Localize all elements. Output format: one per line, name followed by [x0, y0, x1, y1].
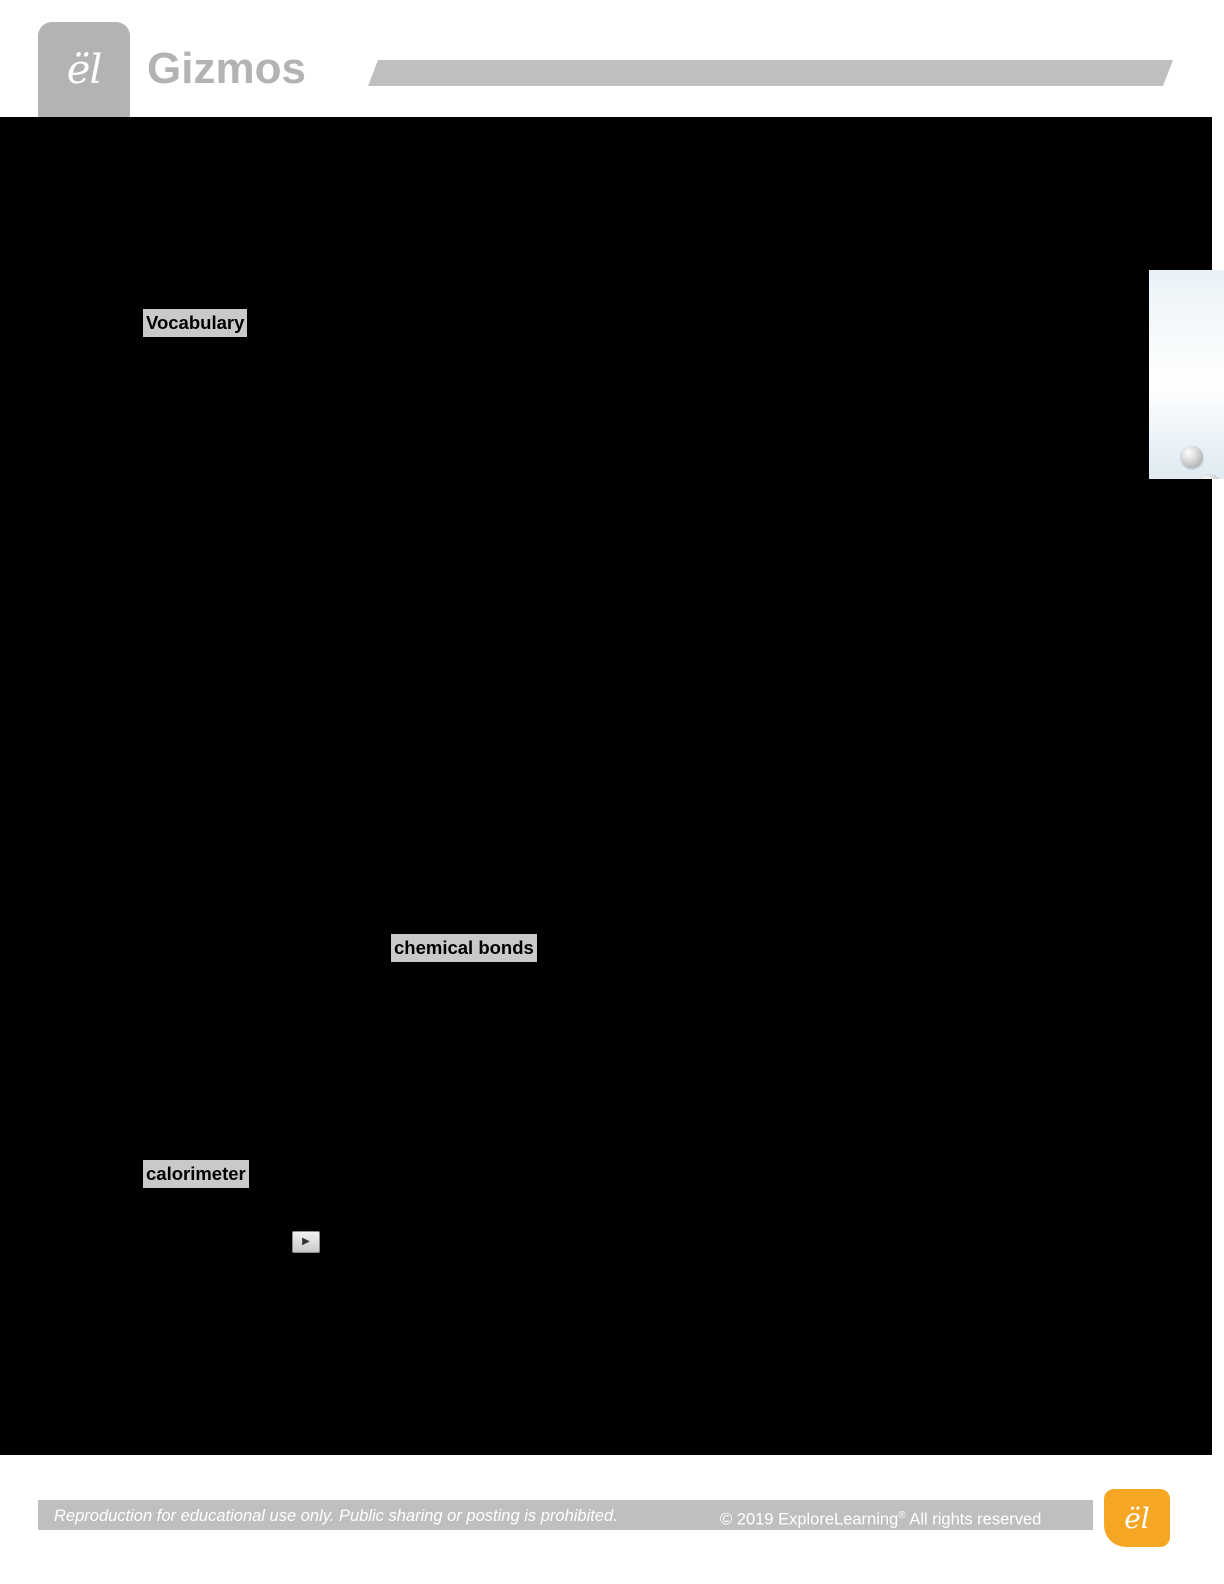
brand-title: Gizmos	[147, 44, 306, 93]
page-footer	[0, 1455, 1224, 1584]
el-logo-icon-footer: ël	[1104, 1489, 1170, 1547]
registered-mark: ®	[898, 1510, 906, 1521]
vocabulary-heading: Vocabulary	[143, 309, 247, 337]
company-name: ExploreLearning	[778, 1510, 899, 1529]
sphere-icon	[1197, 474, 1221, 479]
term-calorimeter: calorimeter	[143, 1160, 249, 1188]
page-header	[0, 0, 1224, 117]
footer-copyright	[720, 1505, 1041, 1531]
copyright-year: 2019	[736, 1510, 774, 1529]
play-icon-button[interactable]: ▶	[292, 1231, 320, 1253]
rights-text: All rights reserved	[909, 1510, 1042, 1529]
copyright-symbol: ©	[720, 1510, 733, 1529]
document-body-redacted	[0, 117, 1212, 1455]
molecule-spheres-thumbnail	[1149, 270, 1224, 479]
gizmos-logo-tile	[38, 22, 130, 117]
header-accent-bar	[368, 60, 1173, 86]
el-logo-icon: ël	[66, 46, 102, 93]
term-chemical-bonds: chemical bonds	[391, 934, 537, 962]
sphere-icon	[1181, 446, 1203, 468]
footer-notice: Reproduction for educational use only. Public sharing or posting is prohibited.	[54, 1507, 618, 1525]
